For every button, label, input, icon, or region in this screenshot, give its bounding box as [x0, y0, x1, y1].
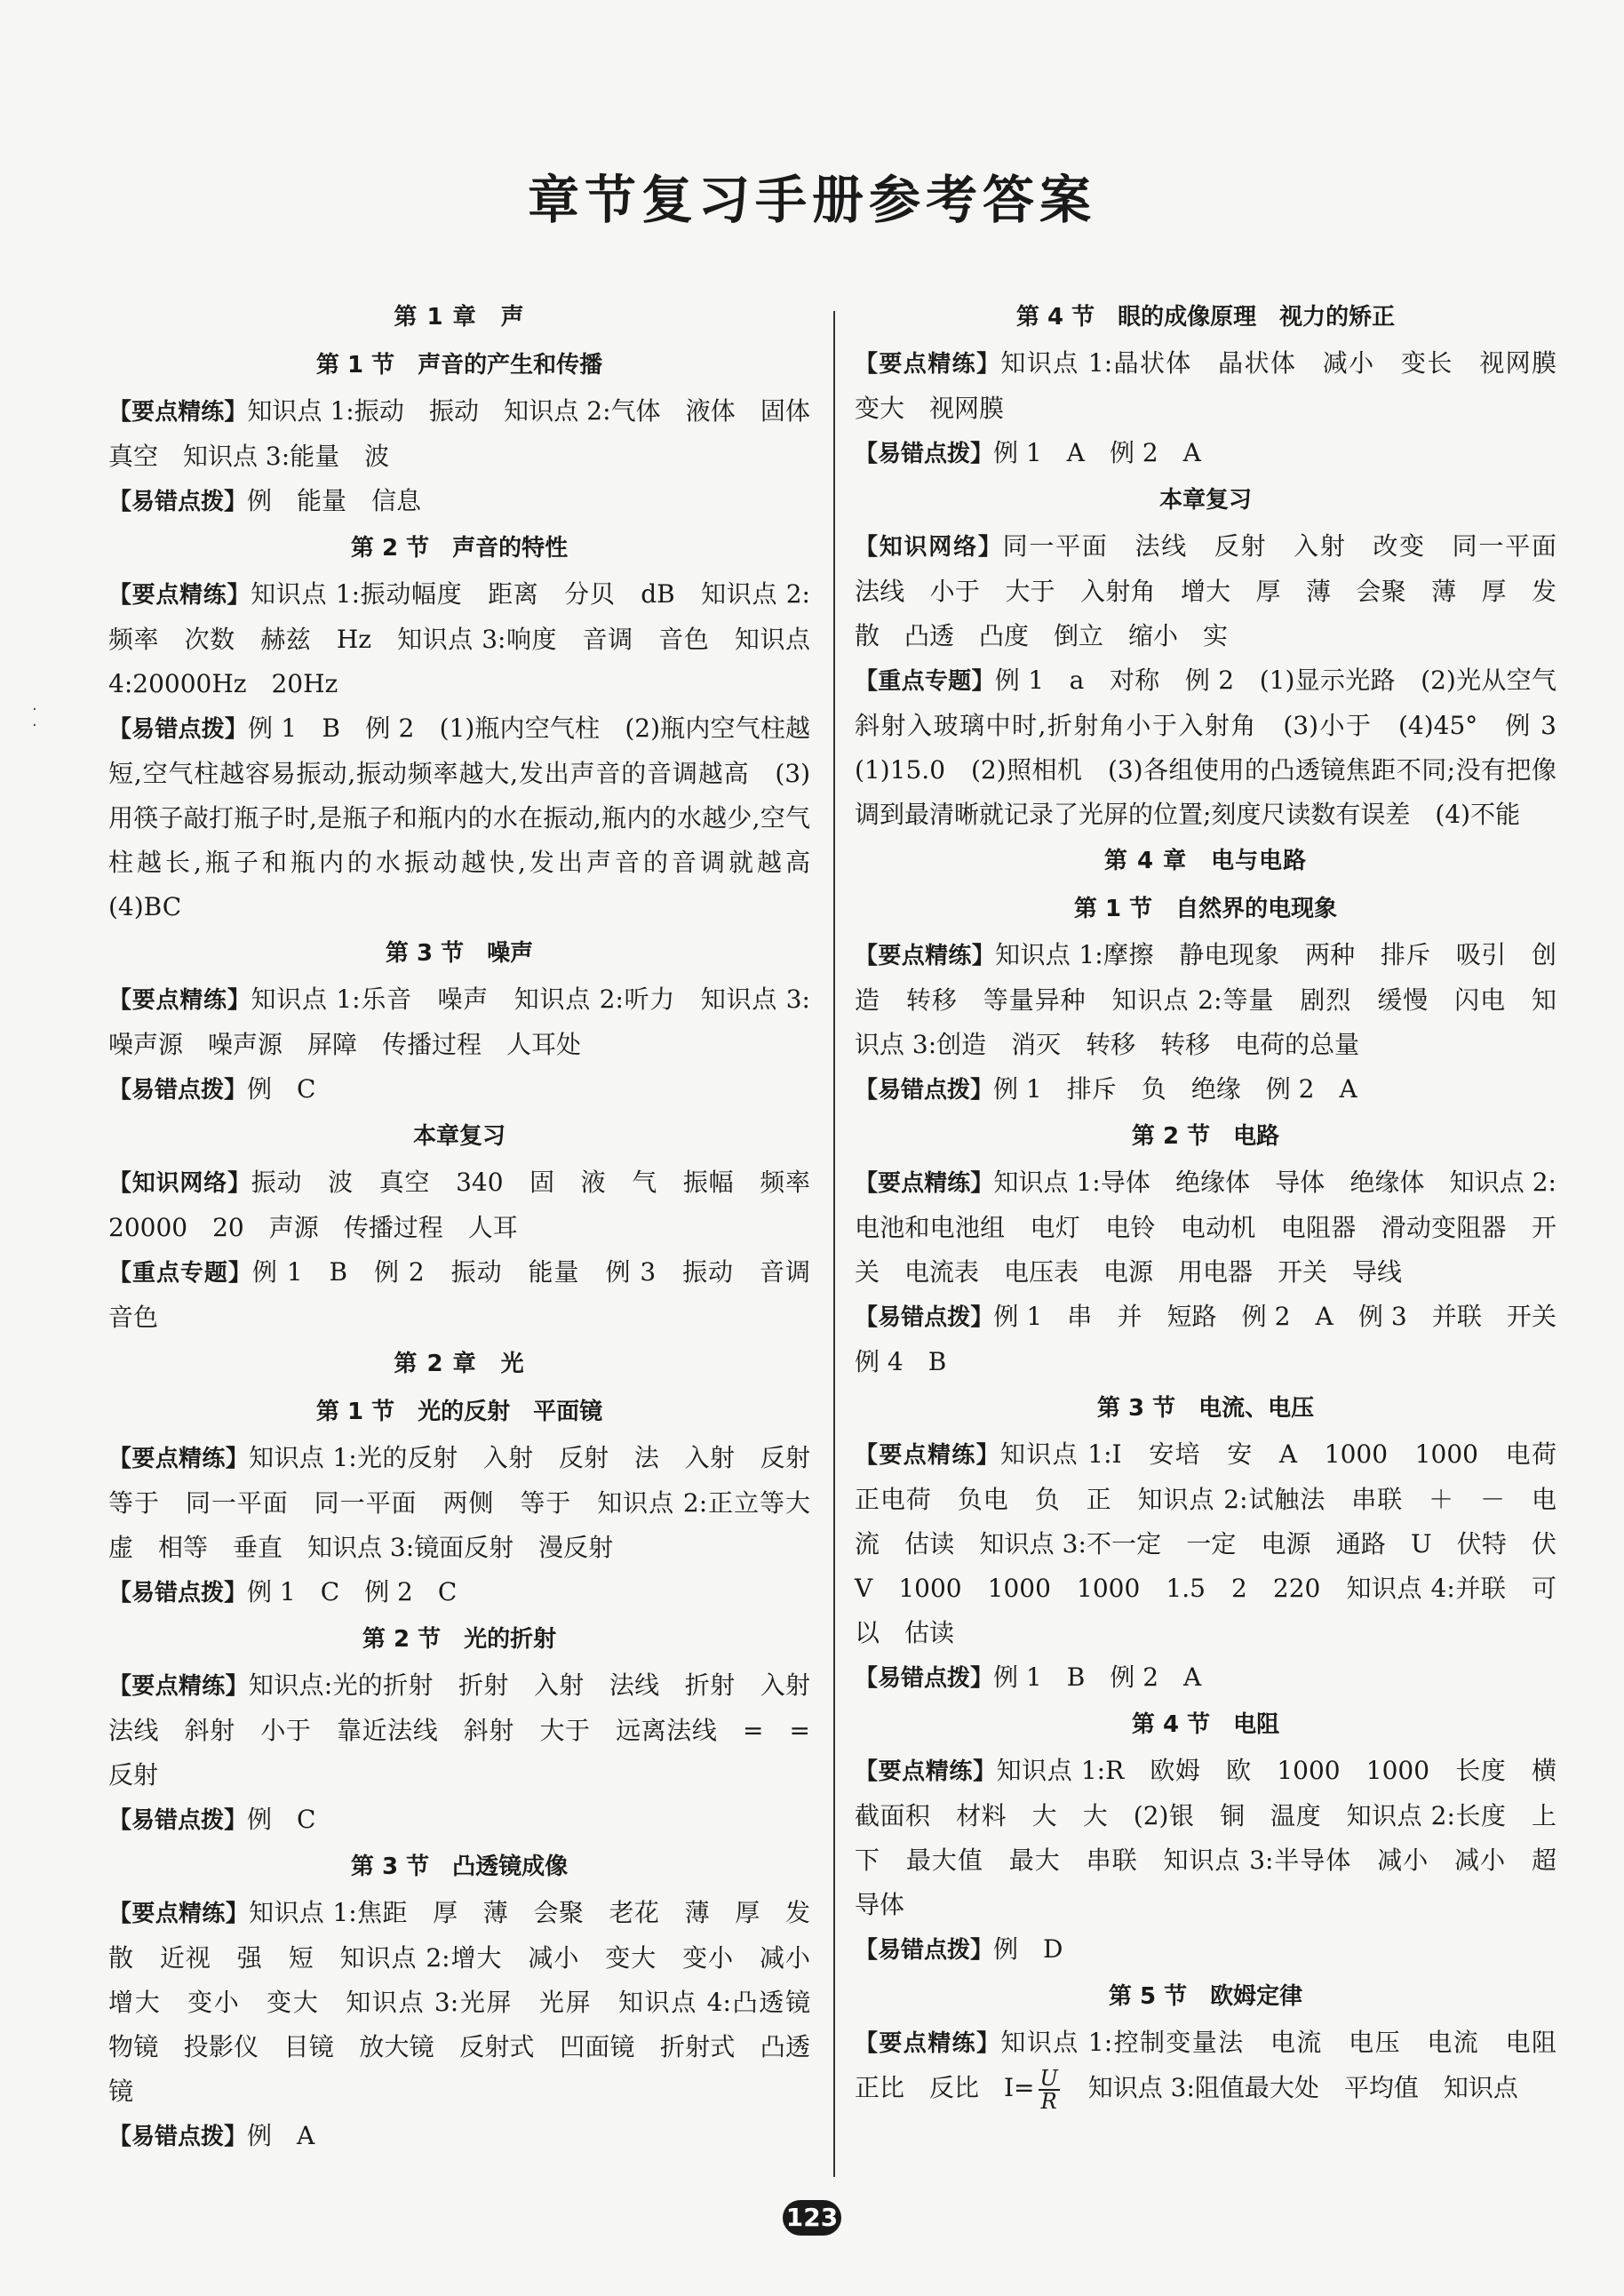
answer-tag: 【易错点拨】 — [108, 1580, 248, 1606]
answer-tag: 【要点精练】 — [108, 1901, 250, 1927]
answer-tag: 【知识网络】 — [855, 534, 1003, 561]
answer-tag: 【易错点拨】 — [855, 1665, 994, 1692]
answer-text: 振动 波 真空 340 固 液 气 振幅 频率 20000 20 声源 传播过程 人耳 — [108, 1168, 836, 1242]
section-heading: 第 3 节 电流、电压 — [1096, 1395, 1315, 1422]
answer-text: 例 1 A 例 2 A — [993, 438, 1201, 467]
answer-text: 知识点 1:振动 振动 知识点 2:气体 液体 固体 真空 知识点 3:能量 波 — [108, 396, 836, 471]
answer-paragraph — [855, 1067, 1556, 1112]
answer-paragraph — [855, 431, 1556, 476]
answer-text: 例 能量 信息 — [247, 486, 422, 515]
answer-tag: 【要点精练】 — [108, 1446, 250, 1472]
answer-text: 知识点 3:阻值最大处 平均值 知识点 — [1063, 2073, 1518, 2102]
page-title: 章节复习手册参考答案 — [527, 170, 1096, 230]
answer-tag: 【重点专题】 — [855, 668, 995, 695]
answer-text: 知识点 1:R 欧姆 欧 1000 1000 长度 横截面积 材料 大 大 (2)银 铜 温度 知识点 2:长度 上下 最大值 最大 串联 知识点 3:半导体 减小 减小 超导体 — [855, 1756, 1556, 1919]
answer-tag: 【易错点拨】 — [108, 489, 248, 515]
section-heading: 第 4 节 眼的成像原理 视力的矫正 — [1015, 304, 1396, 331]
answer-tag: 【要点精练】 — [855, 1170, 994, 1197]
answer-text: 例 1 C 例 2 C — [247, 1577, 458, 1606]
answer-paragraph — [855, 658, 1582, 837]
answer-text: 知识点 1:焦距 厚 薄 会聚 老花 薄 厚 发散 近视 强 短 知识点 2:增大 减小 变大 变小 减小 增大 变小 变大 知识点 3:光屏 光屏 知识点 4:凸透镜 物镜 投影仪 目镜 放大镜 反射式 凹面镜 折射式 凸透镜 — [108, 1898, 836, 2106]
answer-paragraph — [855, 1655, 1556, 1701]
answer-text: 例 1 B 例 2 (1)瓶内空气柱 (2)瓶内空气柱越短,空气柱越容易振动,振动频率越大,发出声音的音调越高 (3)用筷子敲打瓶子时,是瓶子和瓶内的水在振动,瓶内的水越少,空气柱越长,瓶子和瓶内的水振动越快,发出声音的音调就越高 (4)BC — [108, 714, 836, 921]
answer-tag: 【要点精练】 — [855, 351, 1001, 378]
answer-paragraph — [855, 2021, 1582, 2114]
section-heading: 第 3 节 噪声 — [385, 940, 534, 967]
answer-text: 知识点 1:晶状体 晶状体 减小 变长 视网膜 变大 视网膜 — [855, 348, 1582, 423]
section-heading: 第 1 节 自然界的电现象 — [1073, 896, 1338, 922]
answer-paragraph — [108, 1067, 810, 1112]
answer-paragraph — [108, 479, 810, 524]
answer-paragraph — [108, 977, 810, 1067]
answer-text: 知识点 1:导体 绝缘体 导体 绝缘体 知识点 2:电池和电池组 电灯 电铃 电动机 电阻器 滑动变阻器 开关 电流表 电压表 电源 用电器 开关 导线 — [855, 1168, 1556, 1287]
answer-tag: 【要点精练】 — [855, 1442, 1001, 1469]
section-heading: 第 5 节 欧姆定律 — [1108, 1983, 1303, 2010]
answer-paragraph — [108, 389, 836, 479]
chapter-heading: 第 2 章 光 — [394, 1351, 525, 1377]
answer-tag: 【易错点拨】 — [108, 2124, 248, 2150]
section-heading: 第 2 节 电路 — [1131, 1123, 1280, 1150]
answer-text: 例 D — [993, 1934, 1063, 1964]
answer-tag: 【知识网络】 — [108, 1170, 251, 1197]
chapter-heading: 第 1 章 声 — [394, 304, 525, 331]
answer-paragraph — [855, 1295, 1581, 1384]
margin-mark: · · — [32, 700, 37, 735]
column-divider — [833, 311, 835, 2177]
page-number: 123 — [783, 2200, 841, 2236]
answer-paragraph — [108, 1798, 810, 1843]
section-heading: 第 3 节 凸透镜成像 — [350, 1854, 569, 1880]
answer-text: 知识点 1:乐音 噪声 知识点 2:听力 知识点 3:噪声源 噪声源 屏障 传播过程 人耳处 — [108, 985, 810, 1059]
answer-tag: 【易错点拨】 — [108, 1077, 248, 1104]
answer-tag: 【易错点拨】 — [855, 1304, 994, 1331]
answer-paragraph — [108, 1436, 836, 1570]
answer-text: 例 1 串 并 短路 例 2 A 例 3 并联 开关 例 4 B — [855, 1302, 1581, 1376]
answer-tag: 【要点精练】 — [855, 1758, 997, 1785]
section-heading: 本章复习 — [1158, 487, 1252, 514]
section-heading: 第 1 节 光的反射 平面镜 — [315, 1399, 603, 1425]
answer-tag: 【要点精练】 — [855, 2030, 1001, 2057]
answer-paragraph — [855, 524, 1581, 658]
answer-text: 知识点:光的折射 折射 入射 法线 折射 入射 法线 斜射 小于 靠近法线 斜射 大于 远离法线 = = 反射 — [108, 1670, 836, 1790]
answer-paragraph — [108, 2114, 810, 2159]
answer-tag: 【要点精练】 — [108, 1673, 249, 1700]
answer-text: 知识点 1:摩擦 静电现象 两种 排斥 吸引 创造 转移 等量异种 知识点 2:等量 剧烈 缓慢 闪电 知识点 3:创造 消灭 转移 转移 电荷的总量 — [855, 940, 1556, 1059]
answer-paragraph — [855, 1432, 1582, 1655]
answer-text: 例 1 B 例 2 振动 能量 例 3 振动 音调 音色 — [108, 1257, 835, 1332]
answer-tag: 【要点精练】 — [108, 987, 251, 1014]
answer-paragraph — [108, 1250, 835, 1340]
fraction-denominator: R — [1040, 2088, 1057, 2114]
answer-text: 知识点 1:振动幅度 距离 分贝 dB 知识点 2:频率 次数 赫兹 Hz 知识点 3:响度 音调 音色 知识点 4:20000Hz 20Hz — [108, 579, 810, 698]
answer-paragraph — [108, 706, 836, 929]
answer-paragraph — [108, 1160, 836, 1250]
answer-text: 同一平面 法线 反射 入射 改变 同一平面 法线 小于 大于 入射角 增大 厚 薄 会聚 薄 厚 发散 凸透 凸度 倒立 缩小 实 — [855, 531, 1581, 650]
section-heading: 第 1 节 声音的产生和传播 — [315, 352, 603, 379]
ohms-law-fraction — [1039, 2065, 1060, 2114]
section-heading: 本章复习 — [412, 1123, 506, 1150]
answer-paragraph — [855, 341, 1582, 431]
answer-text: 例 C — [247, 1074, 316, 1104]
answer-text: 例 1 排斥 负 绝缘 例 2 A — [993, 1074, 1357, 1104]
answer-paragraph — [108, 1891, 836, 2114]
answer-text: 知识点 1:控制变量法 电流 电压 电流 电阻 正比 反比 I= — [855, 2028, 1582, 2102]
section-heading: 第 2 节 声音的特性 — [350, 535, 569, 562]
answer-text: 例 1 B 例 2 A — [993, 1662, 1202, 1692]
answer-text: 例 A — [247, 2121, 315, 2150]
chapter-heading: 第 4 章 电与电路 — [1103, 848, 1308, 874]
right-column — [855, 293, 1582, 2114]
answer-paragraph — [855, 1927, 1556, 1973]
fraction-numerator: U — [1039, 2065, 1058, 2091]
left-column — [108, 293, 836, 2159]
answer-tag: 【要点精练】 — [108, 399, 248, 426]
answer-paragraph — [108, 1570, 810, 1615]
answer-tag: 【易错点拨】 — [855, 1937, 994, 1964]
answer-tag: 【要点精练】 — [855, 943, 996, 969]
answer-paragraph — [855, 1160, 1556, 1295]
answer-tag: 【易错点拨】 — [108, 1807, 248, 1834]
answer-text: 例 C — [247, 1805, 316, 1834]
answer-text: 知识点 1:I 安培 安 A 1000 1000 电荷 正电荷 负电 负 正 知识点 2:试触法 串联 ＋ － 电流 估读 知识点 3:不一定 一定 电源 通路 U 伏特 伏 V 1000 1000 1000 1.5 2 220 知识点 4:并联 可以 估读 — [855, 1439, 1582, 1647]
answer-paragraph — [108, 1663, 836, 1798]
answer-paragraph — [108, 572, 810, 706]
answer-text: 知识点 1:光的反射 入射 反射 法 入射 反射 等于 同一平面 同一平面 两侧 等于 知识点 2:正立等大 虚 相等 垂直 知识点 3:镜面反射 漫反射 — [108, 1443, 836, 1562]
section-heading: 第 4 节 电阻 — [1131, 1711, 1280, 1738]
answer-tag: 【重点专题】 — [108, 1260, 252, 1287]
section-heading: 第 2 节 光的折射 — [362, 1626, 557, 1653]
answer-paragraph — [855, 1749, 1556, 1927]
answer-tag: 【要点精练】 — [108, 582, 251, 609]
answer-paragraph — [855, 933, 1556, 1067]
answer-tag: 【易错点拨】 — [108, 716, 248, 743]
answer-tag: 【易错点拨】 — [855, 1077, 994, 1104]
answer-tag: 【易错点拨】 — [855, 441, 994, 467]
answer-text: 例 1 a 对称 例 2 (1)显示光路 (2)光从空气斜射入玻璃中时,折射角小于入射角 (3)小于 (4)45° 例 3 (1)15.0 (2)照相机 (3)各组使用的凸透镜焦距不同;没有把像调到最清晰就记录了光屏的位置;刻度尺读数有误差 (4)不能 — [855, 666, 1582, 829]
